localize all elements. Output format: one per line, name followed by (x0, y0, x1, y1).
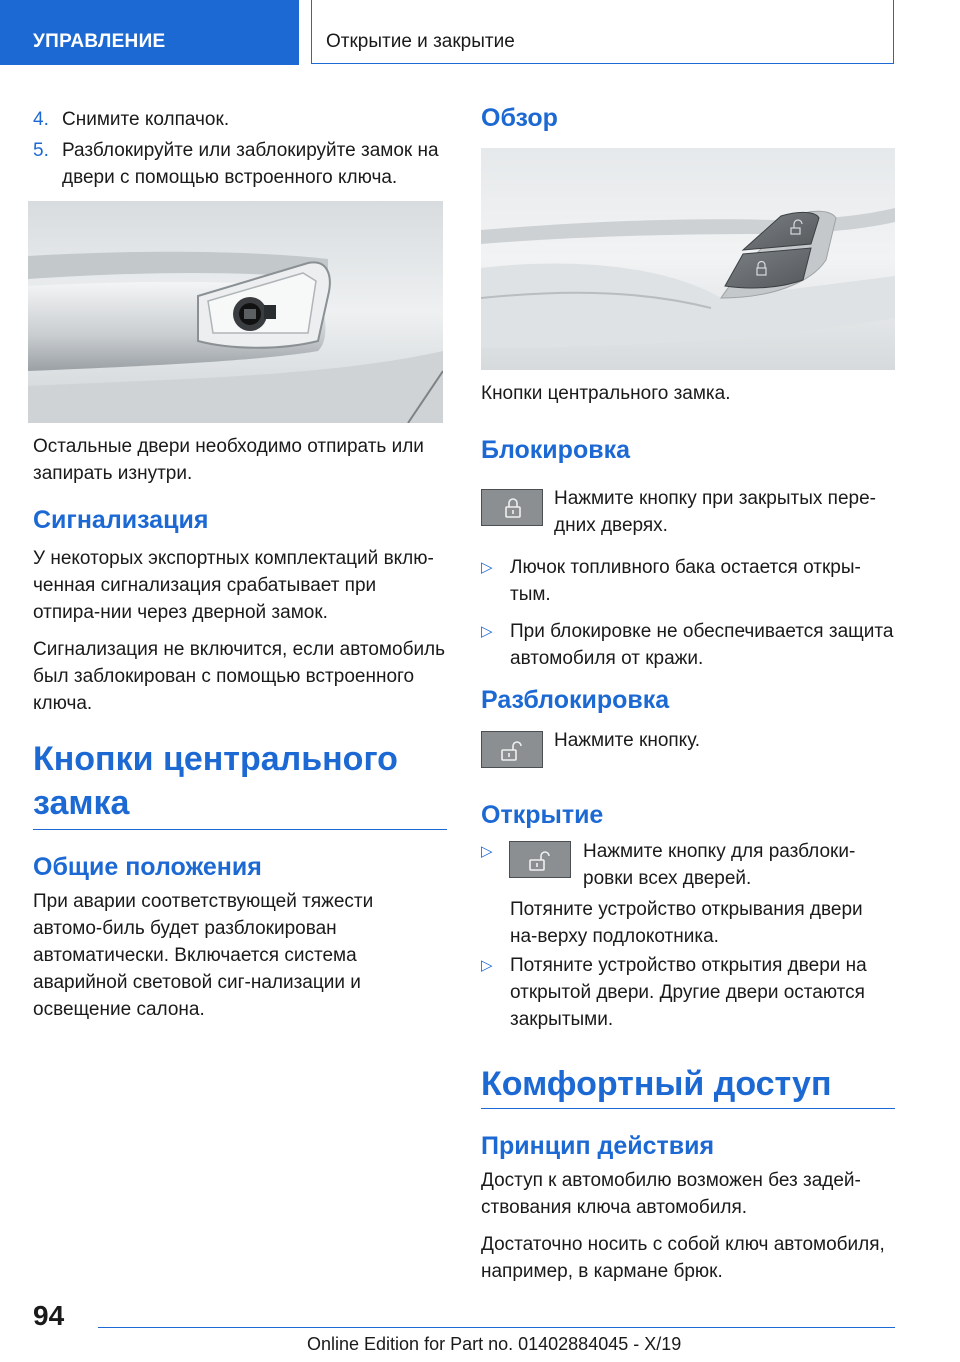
open-section (481, 800, 895, 830)
principle-heading: Принцип действия (481, 1132, 715, 1160)
unlock-icon (482, 732, 544, 769)
unlock-text-block (554, 727, 895, 764)
open-b1-text: Нажмите кнопку для разблоки-ровки всех дверей. (583, 841, 856, 889)
comfort-section (481, 1062, 895, 1295)
triangle-bullet-icon: ▷ (481, 957, 493, 974)
overview-heading: Обзор (481, 104, 558, 132)
right-column-lower (481, 380, 895, 465)
lock-icon (482, 490, 544, 527)
section-tab (0, 0, 299, 65)
lock-text-block (554, 485, 895, 549)
unlock-button-icon (481, 731, 543, 768)
triangle-bullet-icon: ▷ (481, 843, 493, 860)
footer-divider (98, 1327, 895, 1328)
step-text: Разблокируйте или заблокируйте замок на двери с помощью встроенного ключа. (62, 140, 439, 188)
heading-block (33, 737, 447, 830)
bullet-item (481, 554, 895, 608)
open-b2-block (481, 952, 895, 1033)
triangle-bullet-icon: ▷ (481, 623, 493, 640)
lock-heading: Блокировка (481, 436, 630, 464)
bullet-item (481, 618, 895, 672)
bullet-text: При блокировке не обеспечивается защита автомобиля от кражи. (510, 621, 894, 669)
central-lock-heading: Кнопки центрального замка (33, 740, 398, 822)
lock-text: Нажмите кнопку при закрытых пере-дних дверях. (554, 488, 876, 536)
left-column-lower (33, 433, 447, 1033)
chapter-tab (311, 0, 894, 64)
lock-button-icon (481, 489, 543, 526)
overview-caption: Кнопки центрального замка. (481, 383, 731, 404)
lock-bullets (481, 554, 895, 672)
bullet-item (481, 952, 895, 1033)
open-b1-extra: Потяните устройство открывания двери на-верху подлокотника. (510, 899, 863, 947)
step-number: 4. (33, 109, 49, 130)
paragraph: Доступ к автомобилю возможен без задей-ствования ключа автомобиля. (481, 1170, 861, 1218)
paragraph: У некоторых экспортных комплектаций вклю-ченная сигнализация срабатывает при отпира-нии через дверной замок. (33, 548, 434, 623)
unlock-heading: Разблокировка (481, 686, 670, 714)
central-lock-buttons-photo (481, 148, 895, 370)
bullet-text: Лючок топливного бака остается откры-тым. (510, 557, 861, 605)
bullet-text: Потяните устройство открытия двери на открытой двери. Другие двери остаются закрытыми. (510, 955, 867, 1030)
open-heading: Открытие (481, 801, 604, 829)
paragraph: При аварии соответствующей тяжести автомо-биль будет разблокирован автоматически. Включается система аварийной световой сиг-нализации и освещение салона. (33, 891, 374, 1020)
right-column (481, 103, 895, 133)
unlock-text: Нажмите кнопку. (554, 730, 701, 751)
step-item (33, 106, 447, 133)
section-title: УПРАВЛЕНИЕ (33, 31, 166, 52)
alarm-heading: Сигнализация (33, 506, 209, 534)
door-lock-photo (28, 201, 443, 423)
comfort-heading: Комфортный доступ (481, 1065, 832, 1103)
open-b1-extra-block (510, 896, 895, 960)
unlock-icon (510, 842, 572, 879)
paragraph: Сигнализация не включится, если автомобиль был заблокирован с помощью встроенного ключа. (33, 639, 446, 714)
step-text: Снимите колпачок. (62, 109, 230, 130)
paragraph: Достаточно носить с собой ключ автомобиля, например, в кармане брюк. (481, 1234, 885, 1282)
open-b1-text-block (583, 838, 895, 902)
page-number: 94 (33, 1300, 65, 1331)
edition-text: Online Edition for Part no. 01402884045 - X/19 (307, 1334, 682, 1354)
step-item (33, 137, 447, 191)
unlock-button-icon (509, 841, 571, 878)
general-heading: Общие положения (33, 853, 262, 881)
triangle-bullet-icon: ▷ (481, 559, 493, 576)
unlock-section (481, 685, 895, 715)
left-column (33, 106, 447, 195)
step-number: 5. (33, 140, 49, 161)
heading-block (481, 1062, 895, 1109)
paragraph: Остальные двери необходимо отпирать или запирать изнутри. (33, 436, 424, 484)
chapter-title: Открытие и закрытие (326, 31, 515, 52)
